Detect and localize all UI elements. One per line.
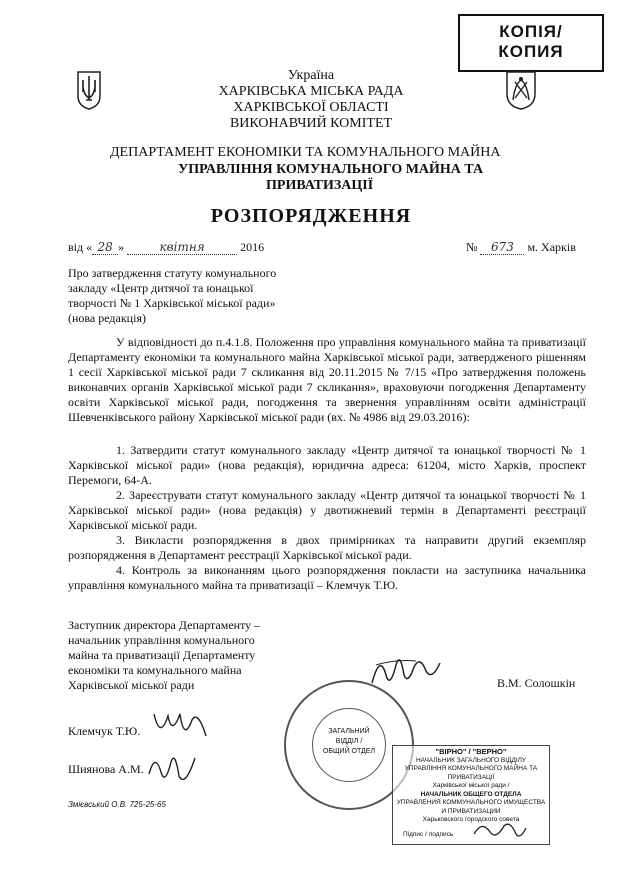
preamble-text: У відповідності до п.4.1.8. Положення про управління комунального майна та приватизації Департаменту економіки та комунального майна Харківської міської ради, затвердженого рішенням 1 сесії Харківської міської ради 7 скликання від 20.11.2015 № 7/15 «Про затвердження положень виконавчих органів Харківської міської ради 7 скликання», враховуючи погодження Департаменту освіти Харківської міської ради, погодження та звернення управлінням освіти адміністрації Шевченківського району Харківської міської ради (вх. № 4986 від 29.03.2016):	[68, 335, 586, 424]
executor-note: Змієвський О.В. 725-25-65	[68, 800, 166, 809]
country-name: Україна	[287, 68, 335, 83]
council-name: ХАРКІВСЬКА МІСЬКА РАДА	[218, 84, 404, 99]
signatory-line: економіки та комунального майна	[68, 663, 242, 677]
management-line2: ПРИВАТИЗАЦІЇ	[266, 178, 374, 193]
management-line1: УПРАВЛІННЯ КОМУНАЛЬНОГО МАЙНА ТА	[178, 162, 484, 177]
number-prefix: №	[466, 240, 478, 254]
verno-head: "ВІРНО" / "ВЕРНО"	[435, 747, 507, 756]
verno-line: НАЧАЛЬНИК ОБЩЕГО ОТДЕЛА	[420, 790, 522, 798]
subject-line: (нова редакція)	[68, 311, 146, 325]
signatory-block	[68, 618, 298, 693]
copy-stamp	[458, 14, 604, 72]
verno-signature	[470, 818, 530, 842]
region-name: ХАРКІВСЬКОЇ ОБЛАСТІ	[233, 100, 389, 115]
order-item-2: 2. Зареєструвати статут комунального закладу «Центр дитячої та юнацької творчості № 1 Харківської міської ради» (нова редакція) у двотижневий термін в Департаменті реєстрації Харківської міської ради.	[68, 488, 586, 532]
verno-line: НАЧАЛЬНИК ЗАГАЛЬНОГО ВІДДІЛУ	[415, 756, 527, 764]
city-name: м. Харків	[527, 240, 576, 254]
date-month: квітня	[127, 240, 237, 255]
order-item-3: 3. Викласти розпорядження в двох примірниках та направити другий екземпляр розпорядження в Департамент реєстрації Харківської міської ради.	[68, 533, 586, 562]
date-day: 28	[92, 240, 118, 255]
signatory-line: начальник управління комунального	[68, 633, 255, 647]
approval-signature-2	[145, 748, 200, 790]
date-year: 2016	[240, 240, 265, 254]
verno-line: Харьковского городского совета	[422, 816, 520, 823]
approval-second: Шиянова А.М.	[68, 762, 144, 776]
verno-sign-label: Підпис / подпись	[403, 830, 454, 838]
document-title: РОЗПОРЯДЖЕННЯ	[210, 205, 412, 227]
date-mid: »	[118, 240, 125, 254]
verno-line: Харківської міської ради /	[432, 782, 510, 789]
date-prefix: від «	[68, 240, 93, 254]
committee-name: ВИКОНАВЧИЙ КОМІТЕТ	[229, 116, 393, 131]
order-items	[68, 443, 586, 593]
order-item-4: 4. Контроль за виконанням цього розпорядження покласти на заступника начальника управління комунального майна та приватизації – Клемчук Т.Ю.	[68, 563, 586, 592]
subject-line: творчості № 1 Харківської міської ради»	[68, 296, 276, 310]
subject-line: закладу «Центр дитячої та юнацької	[68, 281, 254, 295]
copy-stamp-line1: КОПІЯ/	[499, 22, 563, 41]
subject-block	[68, 266, 328, 326]
department-name: ДЕПАРТАМЕНТ ЕКОНОМІКИ ТА КОМУНАЛЬНОГО МАЙНА	[110, 145, 501, 160]
signatory-line: Харківської міської ради	[68, 678, 195, 692]
number-line	[466, 240, 576, 255]
signatory-name: В.М. Солошкін	[497, 676, 576, 690]
signatory-line: майна та приватизації Департаменту	[68, 648, 256, 662]
approval-first: Клемчук Т.Ю.	[68, 724, 141, 738]
preamble	[68, 335, 586, 425]
subject-line: Про затвердження статуту комунального	[68, 266, 277, 280]
verno-line: УПРАВЛЕНИЯ КОММУНАЛЬНОГО ИМУЩЕСТВА И ПРИВАТИЗАЦИИ	[396, 799, 546, 815]
number-value: 673	[480, 240, 524, 255]
seal-line3: ОБЩИЙ ОТДЕЛ	[322, 748, 376, 755]
verno-line: УПРАВЛІННЯ КОМУНАЛЬНОГО МАЙНА ТА ПРИВАТИЗАЦІЇ	[404, 765, 538, 781]
date-line	[68, 240, 264, 255]
signatory-line: Заступник директора Департаменту –	[68, 618, 261, 632]
copy-stamp-line2: КОПИЯ	[498, 42, 564, 61]
approval-signature-1	[150, 706, 210, 746]
management-name	[178, 162, 483, 194]
seal-line1: ЗАГАЛЬНИЙ	[328, 728, 370, 735]
seal-center	[312, 708, 386, 782]
order-item-1: 1. Затвердити статут комунального закладу «Центр дитячої та юнацької творчості № 1 Харківської міської ради» (нова редакція), юридична адреса: 61204, місто Харків, проспект Перемоги, 64-А.	[68, 443, 586, 487]
seal-line2: ВІДДІЛ /	[335, 738, 363, 745]
